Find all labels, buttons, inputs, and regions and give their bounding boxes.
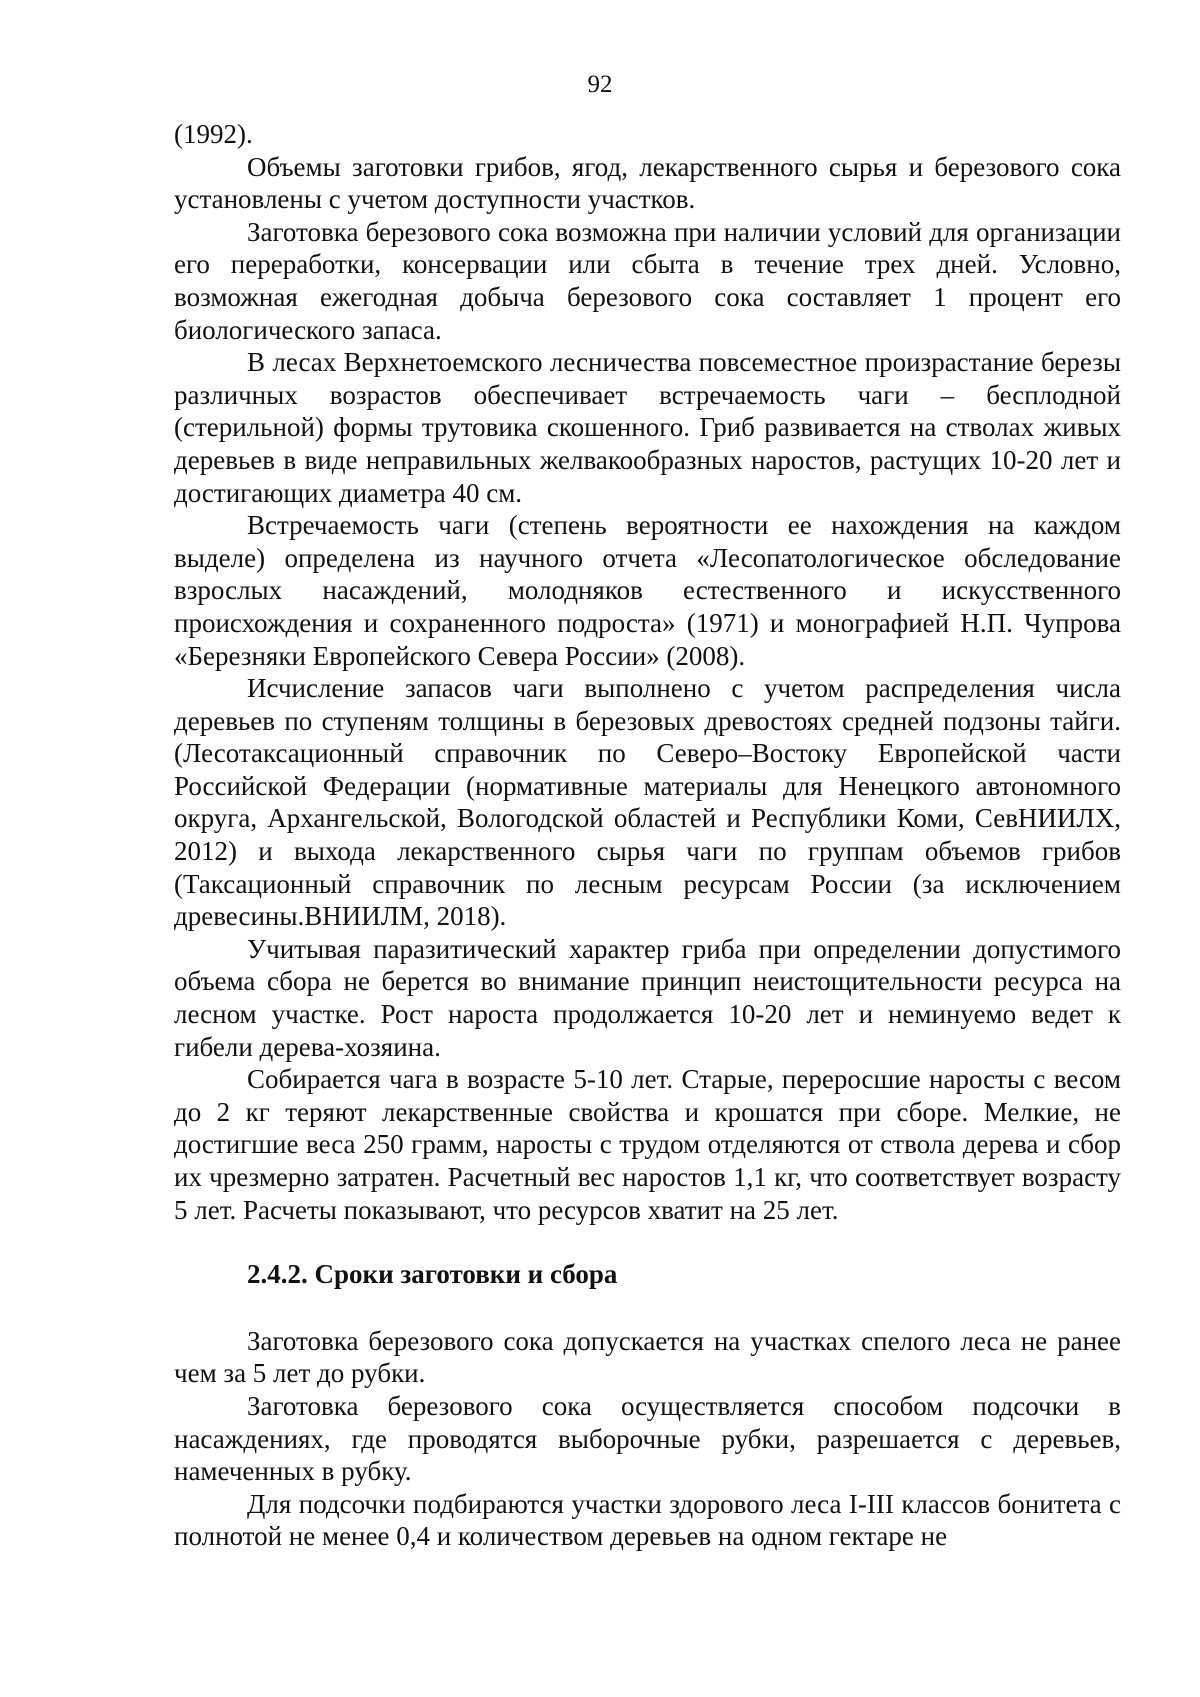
paragraph: Учитывая паразитический характер гриба при определении допустимого объема сбора не берется во внимание принцип неистощительности ресурса на лесном участке. Рост нароста продолжается 10-20 лет и неминуемо ведет к гибели дерева-хозяина. [174,933,1121,1062]
document-body [174,118,1121,1553]
paragraph: Исчисление запасов чаги выполнено с учетом распределения числа деревьев по ступеням толщины в березовых древостоях средней подзоны тайги. (Лесотаксационный справочник по Северо–Востоку Европейской части Российской Федерации (нормативные материалы для Ненецкого автономного округа, Архангельской, Вологодской областей и Республики Коми, СевНИИЛХ, 2012) и выхода лекарственного сырья чаги по группам объемов грибов (Таксационный справочник по лесным ресурсам России (за исключением древесины.ВНИИЛМ, 2018). [174,673,1121,932]
paragraph: Заготовка березового сока возможна при наличии условий для организации его переработки, консервации или сбыта в течение трех дней. Условно, возможная ежегодная добыча березового сока составляет 1 процент его биологического запаса. [174,216,1121,345]
paragraph: Для подсочки подбираются участки здорового леса I-III классов бонитета с полнотой не менее 0,4 и количеством деревьев на одном гектаре не [174,1488,1121,1552]
paragraph: В лесах Верхнетоемского лесничества повсеместное произрастание березы различных возрастов обеспечивает встречаемость чаги – бесплодной (стерильной) формы трутовика скошенного. Гриб развивается на стволах живых деревьев в виде неправильных желвакообразных наростов, растущих 10-20 лет и достигающих диаметра 40 см. [174,347,1121,508]
paragraph: (1992). [174,119,253,149]
section-heading: 2.4.2. Сроки заготовки и сбора [247,1259,618,1290]
paragraph: Заготовка березового сока допускается на участках спелого леса не ранее чем за 5 лет до рубки. [174,1325,1121,1389]
page-number: 92 [587,71,613,98]
paragraph: Объемы заготовки грибов, ягод, лекарственного сырья и березового сока установлены с учетом доступности участков. [174,151,1121,215]
paragraph: Встречаемость чаги (степень вероятности ее нахождения на каждом выделе) определена из научного отчета «Лесопатологическое обследование взрослых насаждений, молодняков естественного и искусственного происхождения и сохраненного подроста» (1971) и монографией Н.П. Чупрова «Березняки Европейского Севера России» (2008). [174,510,1121,671]
paragraph: Собирается чага в возрасте 5-10 лет. Старые, переросшие наросты с весом до 2 кг теряют лекарственные свойства и крошатся при сборе. Мелкие, не достигшие веса 250 грамм, наросты с трудом отделяются от ствола дерева и сбор их чрезмерно затратен. Расчетный вес наростов 1,1 кг, что соответствует возрасту 5 лет. Расчеты показывают, что ресурсов хватит на 25 лет. [174,1064,1121,1225]
paragraph: Заготовка березового сока осуществляется способом подсочки в насаждениях, где проводятся выборочные рубки, разрешается с деревьев, намеченных в рубку. [174,1390,1121,1487]
